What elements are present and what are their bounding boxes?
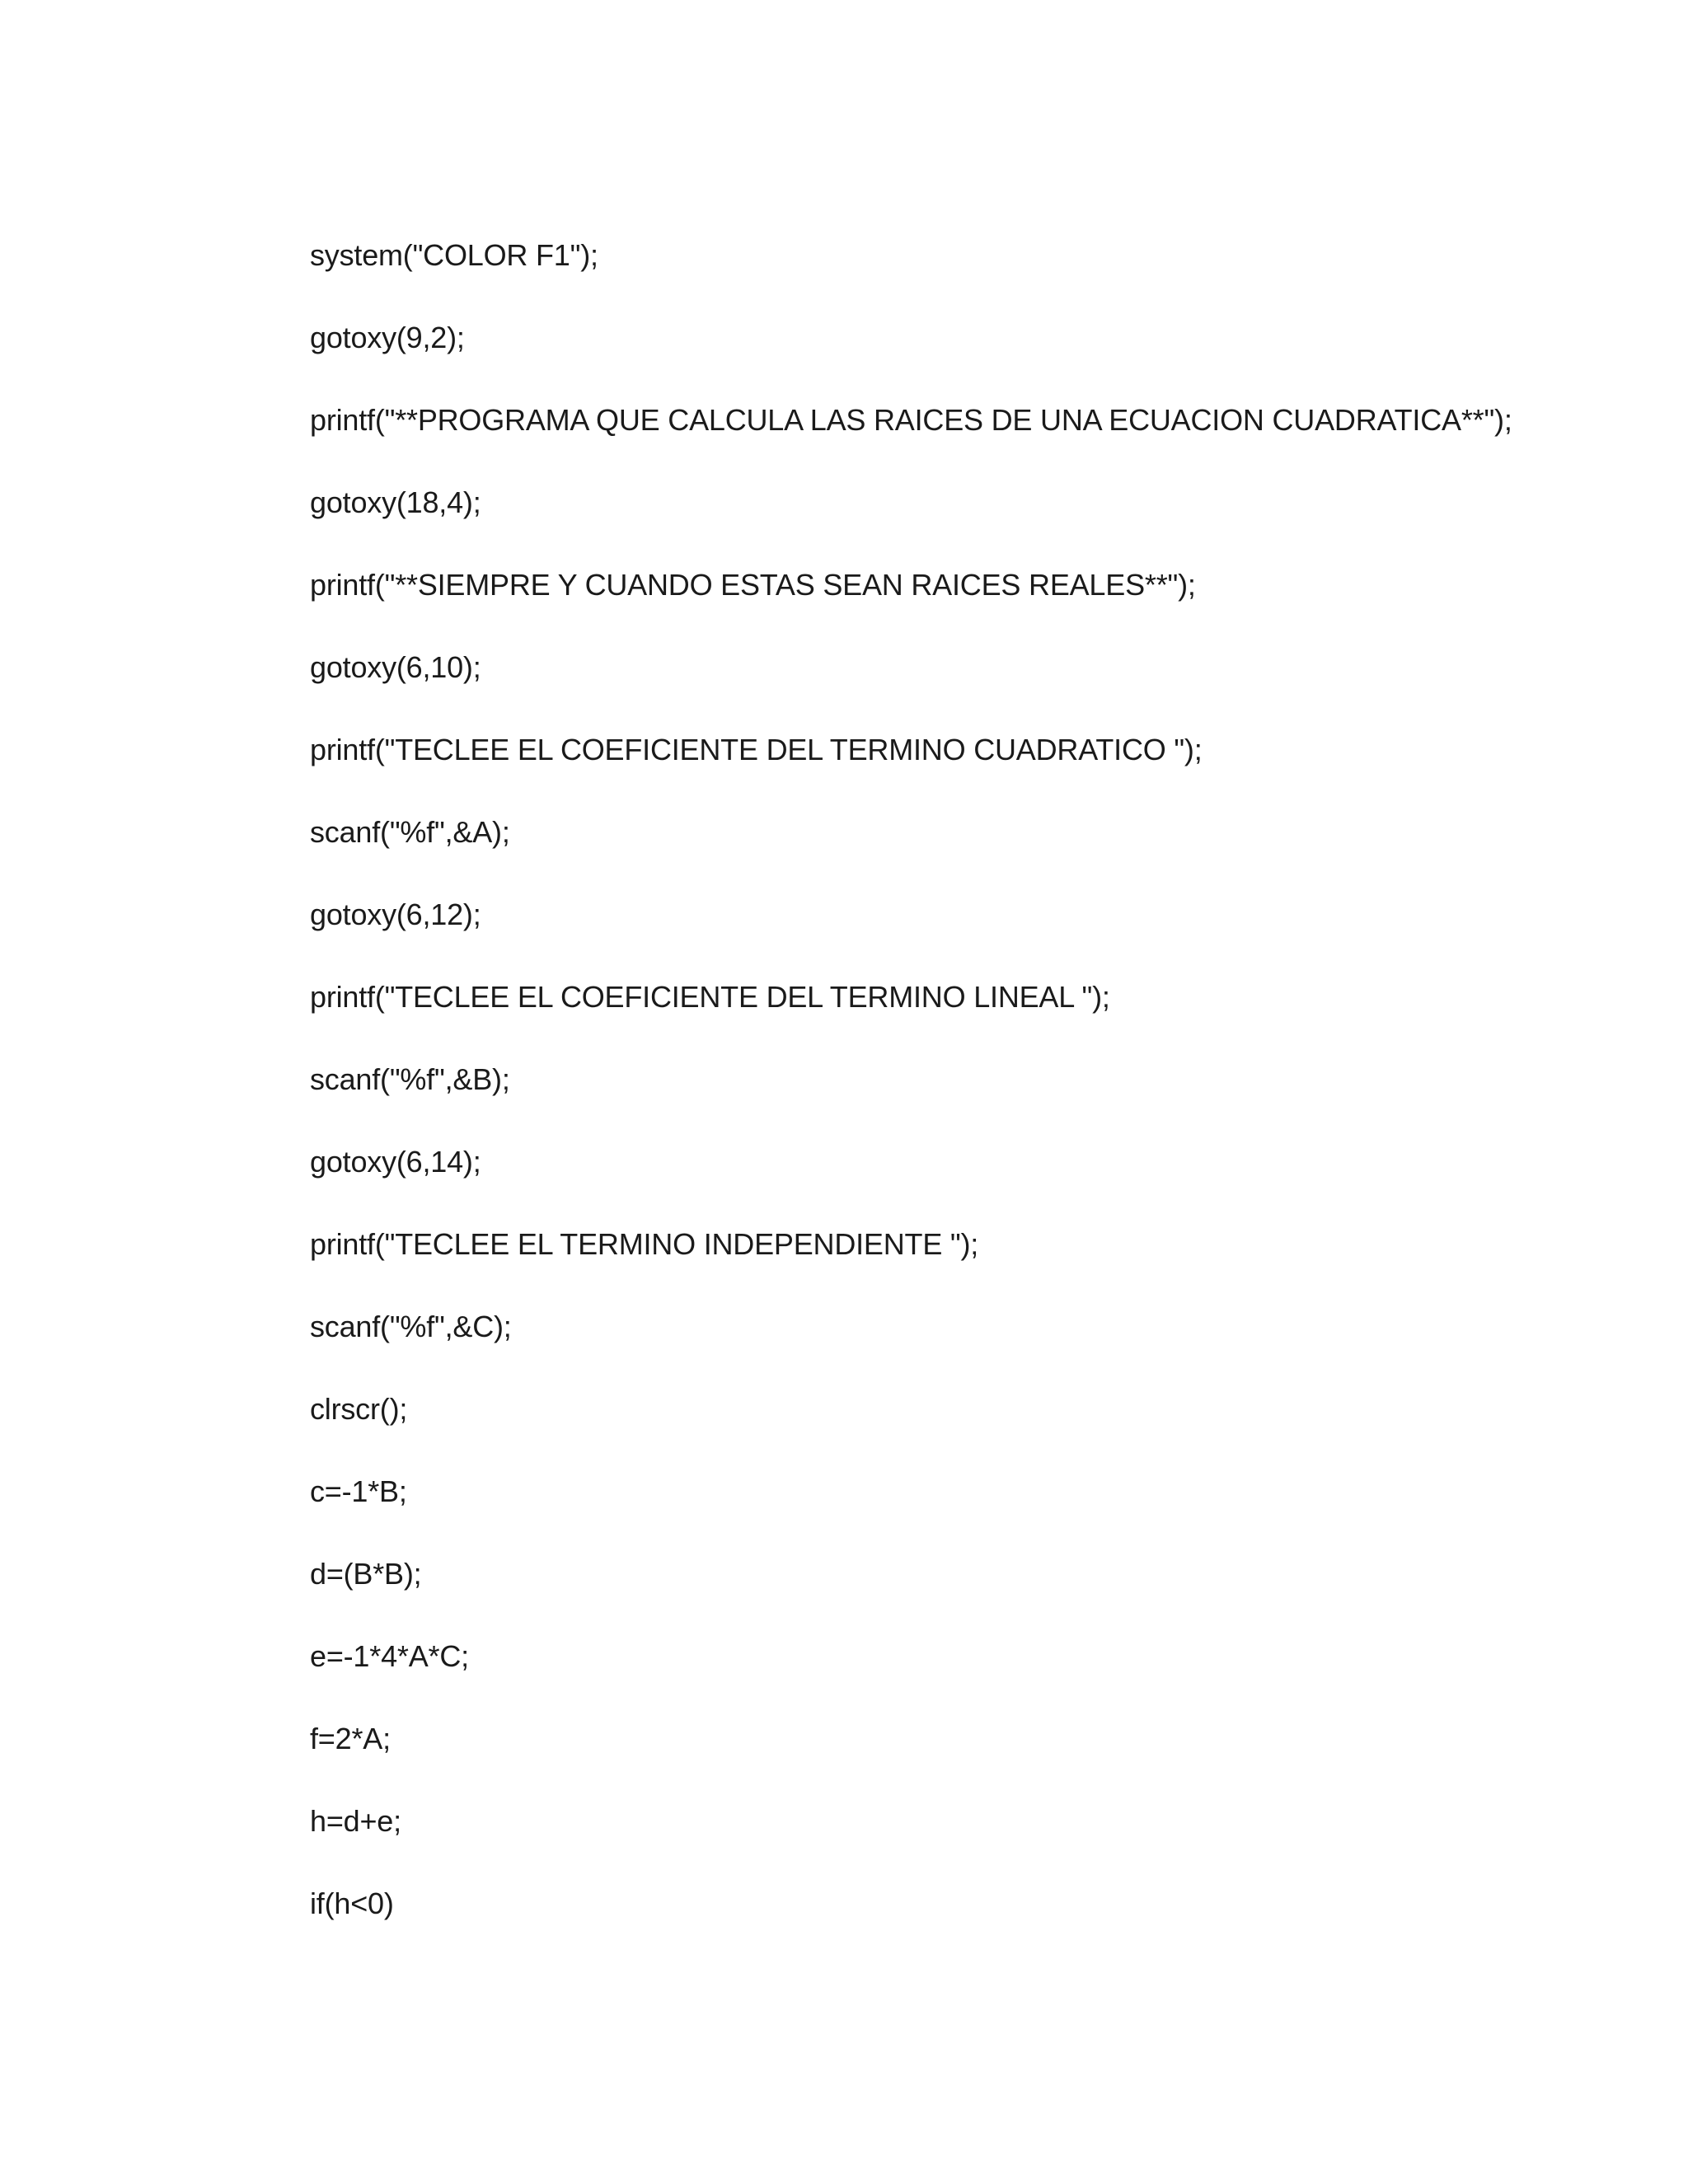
code-line: gotoxy(6,14); xyxy=(310,1145,481,1179)
code-line: c=-1*B; xyxy=(310,1474,407,1508)
code-listing xyxy=(310,231,1512,1961)
code-line: scanf("%f",&A); xyxy=(310,815,510,849)
code-line: gotoxy(6,12); xyxy=(310,898,481,931)
code-line: e=-1*4*A*C; xyxy=(310,1639,469,1673)
code-line: f=2*A; xyxy=(310,1722,391,1755)
code-line: printf("**SIEMPRE Y CUANDO ESTAS SEAN RAICES REALES**"); xyxy=(310,568,1196,602)
code-line: if(h<0) xyxy=(310,1886,394,1920)
code-line: clrscr(); xyxy=(310,1392,408,1426)
code-line: scanf("%f",&B); xyxy=(310,1062,510,1096)
code-line: gotoxy(6,10); xyxy=(310,650,481,684)
code-line: printf("TECLEE EL COEFICIENTE DEL TERMINO LINEAL "); xyxy=(310,980,1110,1014)
code-line: gotoxy(9,2); xyxy=(310,321,465,354)
code-line: scanf("%f",&C); xyxy=(310,1310,512,1343)
code-line: h=d+e; xyxy=(310,1804,401,1838)
code-line: gotoxy(18,4); xyxy=(310,485,481,519)
code-line: printf("**PROGRAMA QUE CALCULA LAS RAICES DE UNA ECUACION CUADRATICA**"); xyxy=(310,403,1512,437)
code-line: d=(B*B); xyxy=(310,1557,422,1591)
code-line: system("COLOR F1"); xyxy=(310,238,598,272)
code-line: printf("TECLEE EL TERMINO INDEPENDIENTE "); xyxy=(310,1227,979,1261)
code-line: printf("TECLEE EL COEFICIENTE DEL TERMINO CUADRATICO "); xyxy=(310,733,1203,766)
